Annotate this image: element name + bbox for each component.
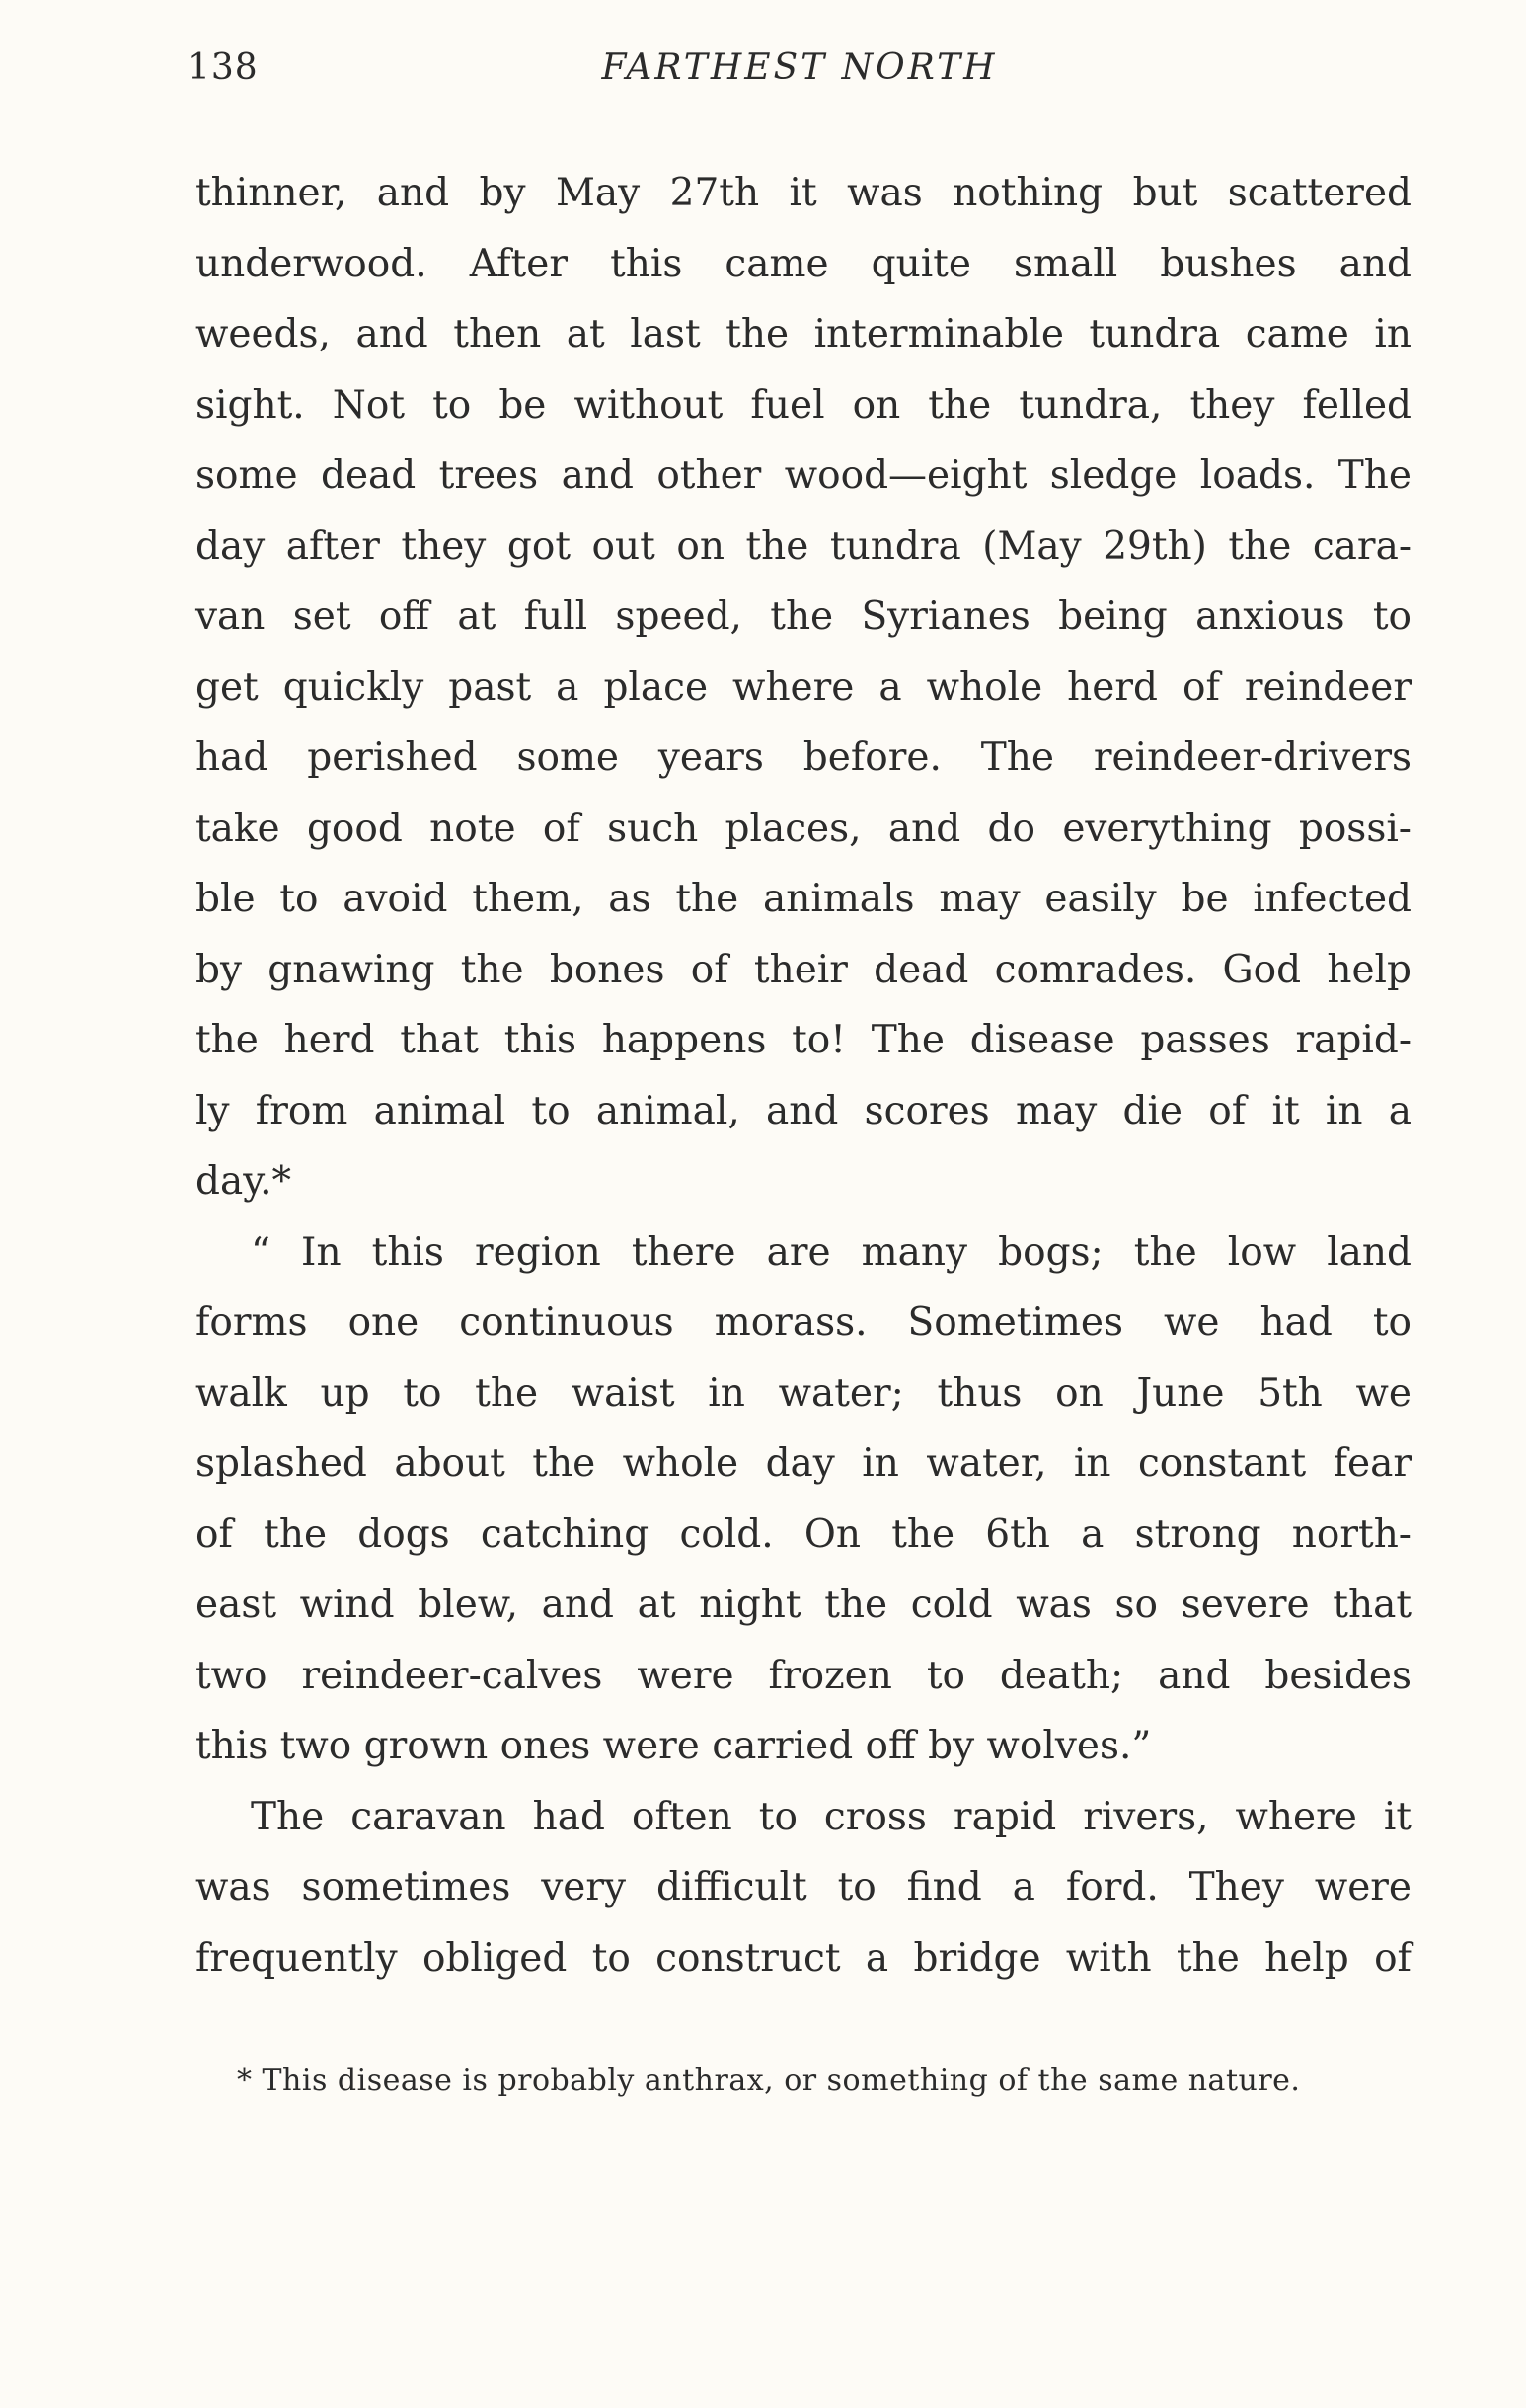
text-line: forms one continuous morass. Sometimes we had to <box>195 1300 1412 1345</box>
text-line: van set off at full speed, the Syrianes being anxious to <box>195 594 1412 639</box>
text-line: The caravan had often to cross rapid rivers, where it <box>251 1794 1412 1839</box>
text-line: get quickly past a place where a whole herd of reindeer <box>195 664 1412 710</box>
text-line: of the dogs catching cold. On the 6th a strong north- <box>195 1512 1412 1557</box>
running-title: FARTHEST NORTH <box>601 47 998 88</box>
text-line: take good note of such places, and do everything possi- <box>195 806 1412 851</box>
text-line: ly from animal to animal, and scores may die of it in a <box>195 1088 1412 1133</box>
text-line: underwood. After this came quite small bushes and <box>195 241 1412 286</box>
page-number: 138 <box>188 47 259 88</box>
text-line: some dead trees and other wood—eight sledge loads. The <box>195 453 1412 498</box>
text-line: weeds, and then at last the interminable tundra came in <box>195 312 1412 356</box>
text-line: the herd that this happens to! The disease passes rapid- <box>195 1018 1412 1062</box>
text-line: sight. Not to be without fuel on the tundra, they felled <box>195 382 1412 427</box>
text-line: this two grown ones were carried off by wolves.” <box>195 1724 1152 1768</box>
page-header <box>188 47 1412 107</box>
text-line: two reindeer-calves were frozen to death; and besides <box>195 1653 1412 1698</box>
footnote: * This disease is probably anthrax, or something of the same nature. <box>237 2063 1301 2098</box>
text-line: had perished some years before. The reindeer-drivers <box>195 736 1412 780</box>
text-line: by gnawing the bones of their dead comrades. God help <box>195 947 1412 992</box>
text-line: day.* <box>195 1159 291 1204</box>
text-line: was sometimes very difficult to find a ford. They were <box>195 1865 1412 1909</box>
text-line: day after they got out on the tundra (May 29th) the cara- <box>195 523 1412 569</box>
text-line: east wind blew, and at night the cold was so severe that <box>195 1583 1412 1627</box>
text-line: “ In this region there are many bogs; the low land <box>251 1229 1412 1275</box>
body-text <box>195 158 1412 1993</box>
text-line: splashed about the whole day in water, in constant fear <box>195 1441 1412 1486</box>
text-line: ble to avoid them, as the animals may easily be infected <box>195 877 1412 921</box>
text-line: walk up to the waist in water; thus on June 5th we <box>195 1370 1412 1416</box>
text-line: thinner, and by May 27th it was nothing but scattered <box>195 171 1412 215</box>
text-line: frequently obliged to construct a bridge with the help of <box>195 1935 1412 1981</box>
